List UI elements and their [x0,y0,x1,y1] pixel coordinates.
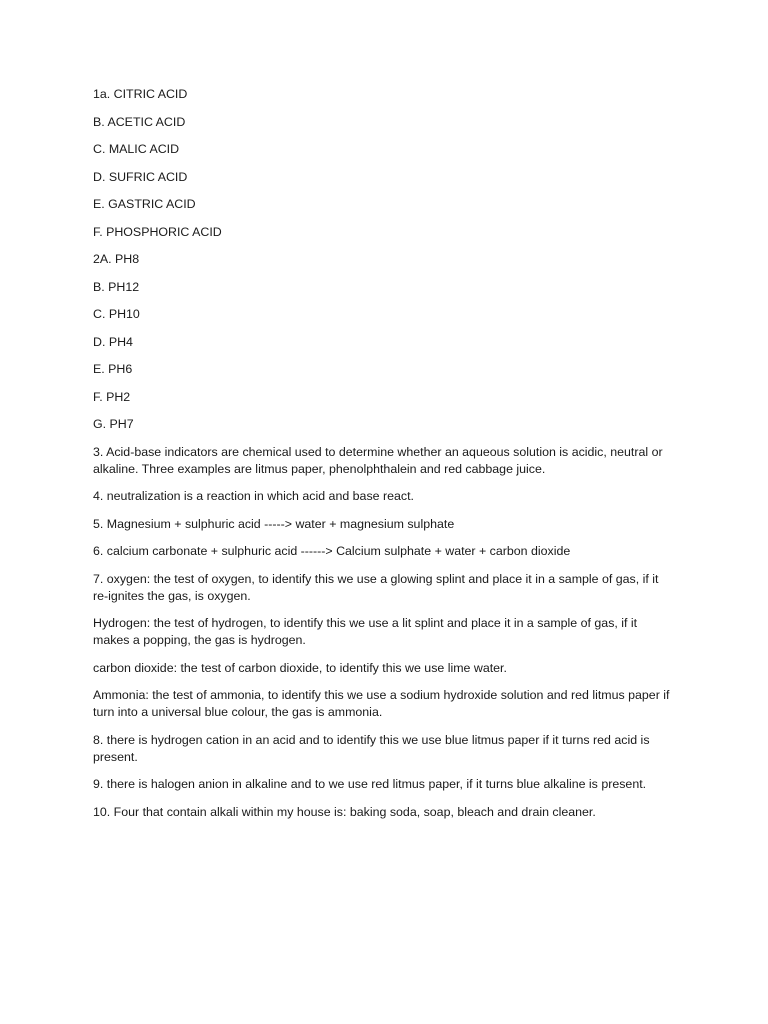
document-body [93,86,675,831]
answer-1a: 1a. CITRIC ACID [93,87,188,101]
answer-7-ammonia: Ammonia: the test of ammonia, to identify this we use a sodium hydroxide solution and red litmus paper if turn into a universal blue colour, the gas is ammonia. [93,688,670,719]
answer-2g: G. PH7 [93,417,134,431]
answer-5: 5. Magnesium + sulphuric acid -----> water + magnesium sulphate [93,516,455,531]
answer-7-carbon-dioxide: carbon dioxide: the test of carbon dioxide, to identify this we use lime water. [93,660,507,675]
answer-9: 9. there is halogen anion in alkaline and to we use red litmus paper, if it turns blue alkaline is present. [93,777,647,791]
answer-2f: F. PH2 [93,389,131,404]
answer-8: 8. there is hydrogen cation in an acid and to identify this we use blue litmus paper if it turns red acid is present. [93,732,650,764]
answer-10: 10. Four that contain alkali within my house is: baking soda, soap, bleach and drain cleaner. [93,804,596,819]
answer-2a: 2A. PH8 [93,252,140,266]
answer-1d: D. SUFRIC ACID [93,169,188,184]
answer-2e: E. PH6 [93,362,133,376]
answer-4: 4. neutralization is a reaction in which acid and base react. [93,489,414,503]
answer-1b: B. ACETIC ACID [93,114,186,129]
answer-7-oxygen: 7. oxygen: the test of oxygen, to identify this we use a glowing splint and place it in a sample of gas, if it re-ignites the gas, is oxygen. [93,571,659,603]
answer-3: 3. Acid-base indicators are chemical used to determine whether an aqueous solution is acidic, neutral or alkaline. Three examples are litmus paper, phenolphthalein and red cabbage juice. [93,444,663,476]
answer-2d: D. PH4 [93,334,133,349]
answer-7-hydrogen: Hydrogen: the test of hydrogen, to identify this we use a lit splint and place it in a sample of gas, if it makes a popping, the gas is hydrogen. [93,616,638,647]
answer-2c: C. PH10 [93,307,140,321]
answer-1c: C. MALIC ACID [93,142,180,156]
answer-1f: F. PHOSPHORIC ACID [93,224,222,239]
answer-2b: B. PH12 [93,279,140,294]
answer-1e: E. GASTRIC ACID [93,197,196,211]
answer-6: 6. calcium carbonate + sulphuric acid ------> Calcium sulphate + water + carbon dioxide [93,544,571,558]
